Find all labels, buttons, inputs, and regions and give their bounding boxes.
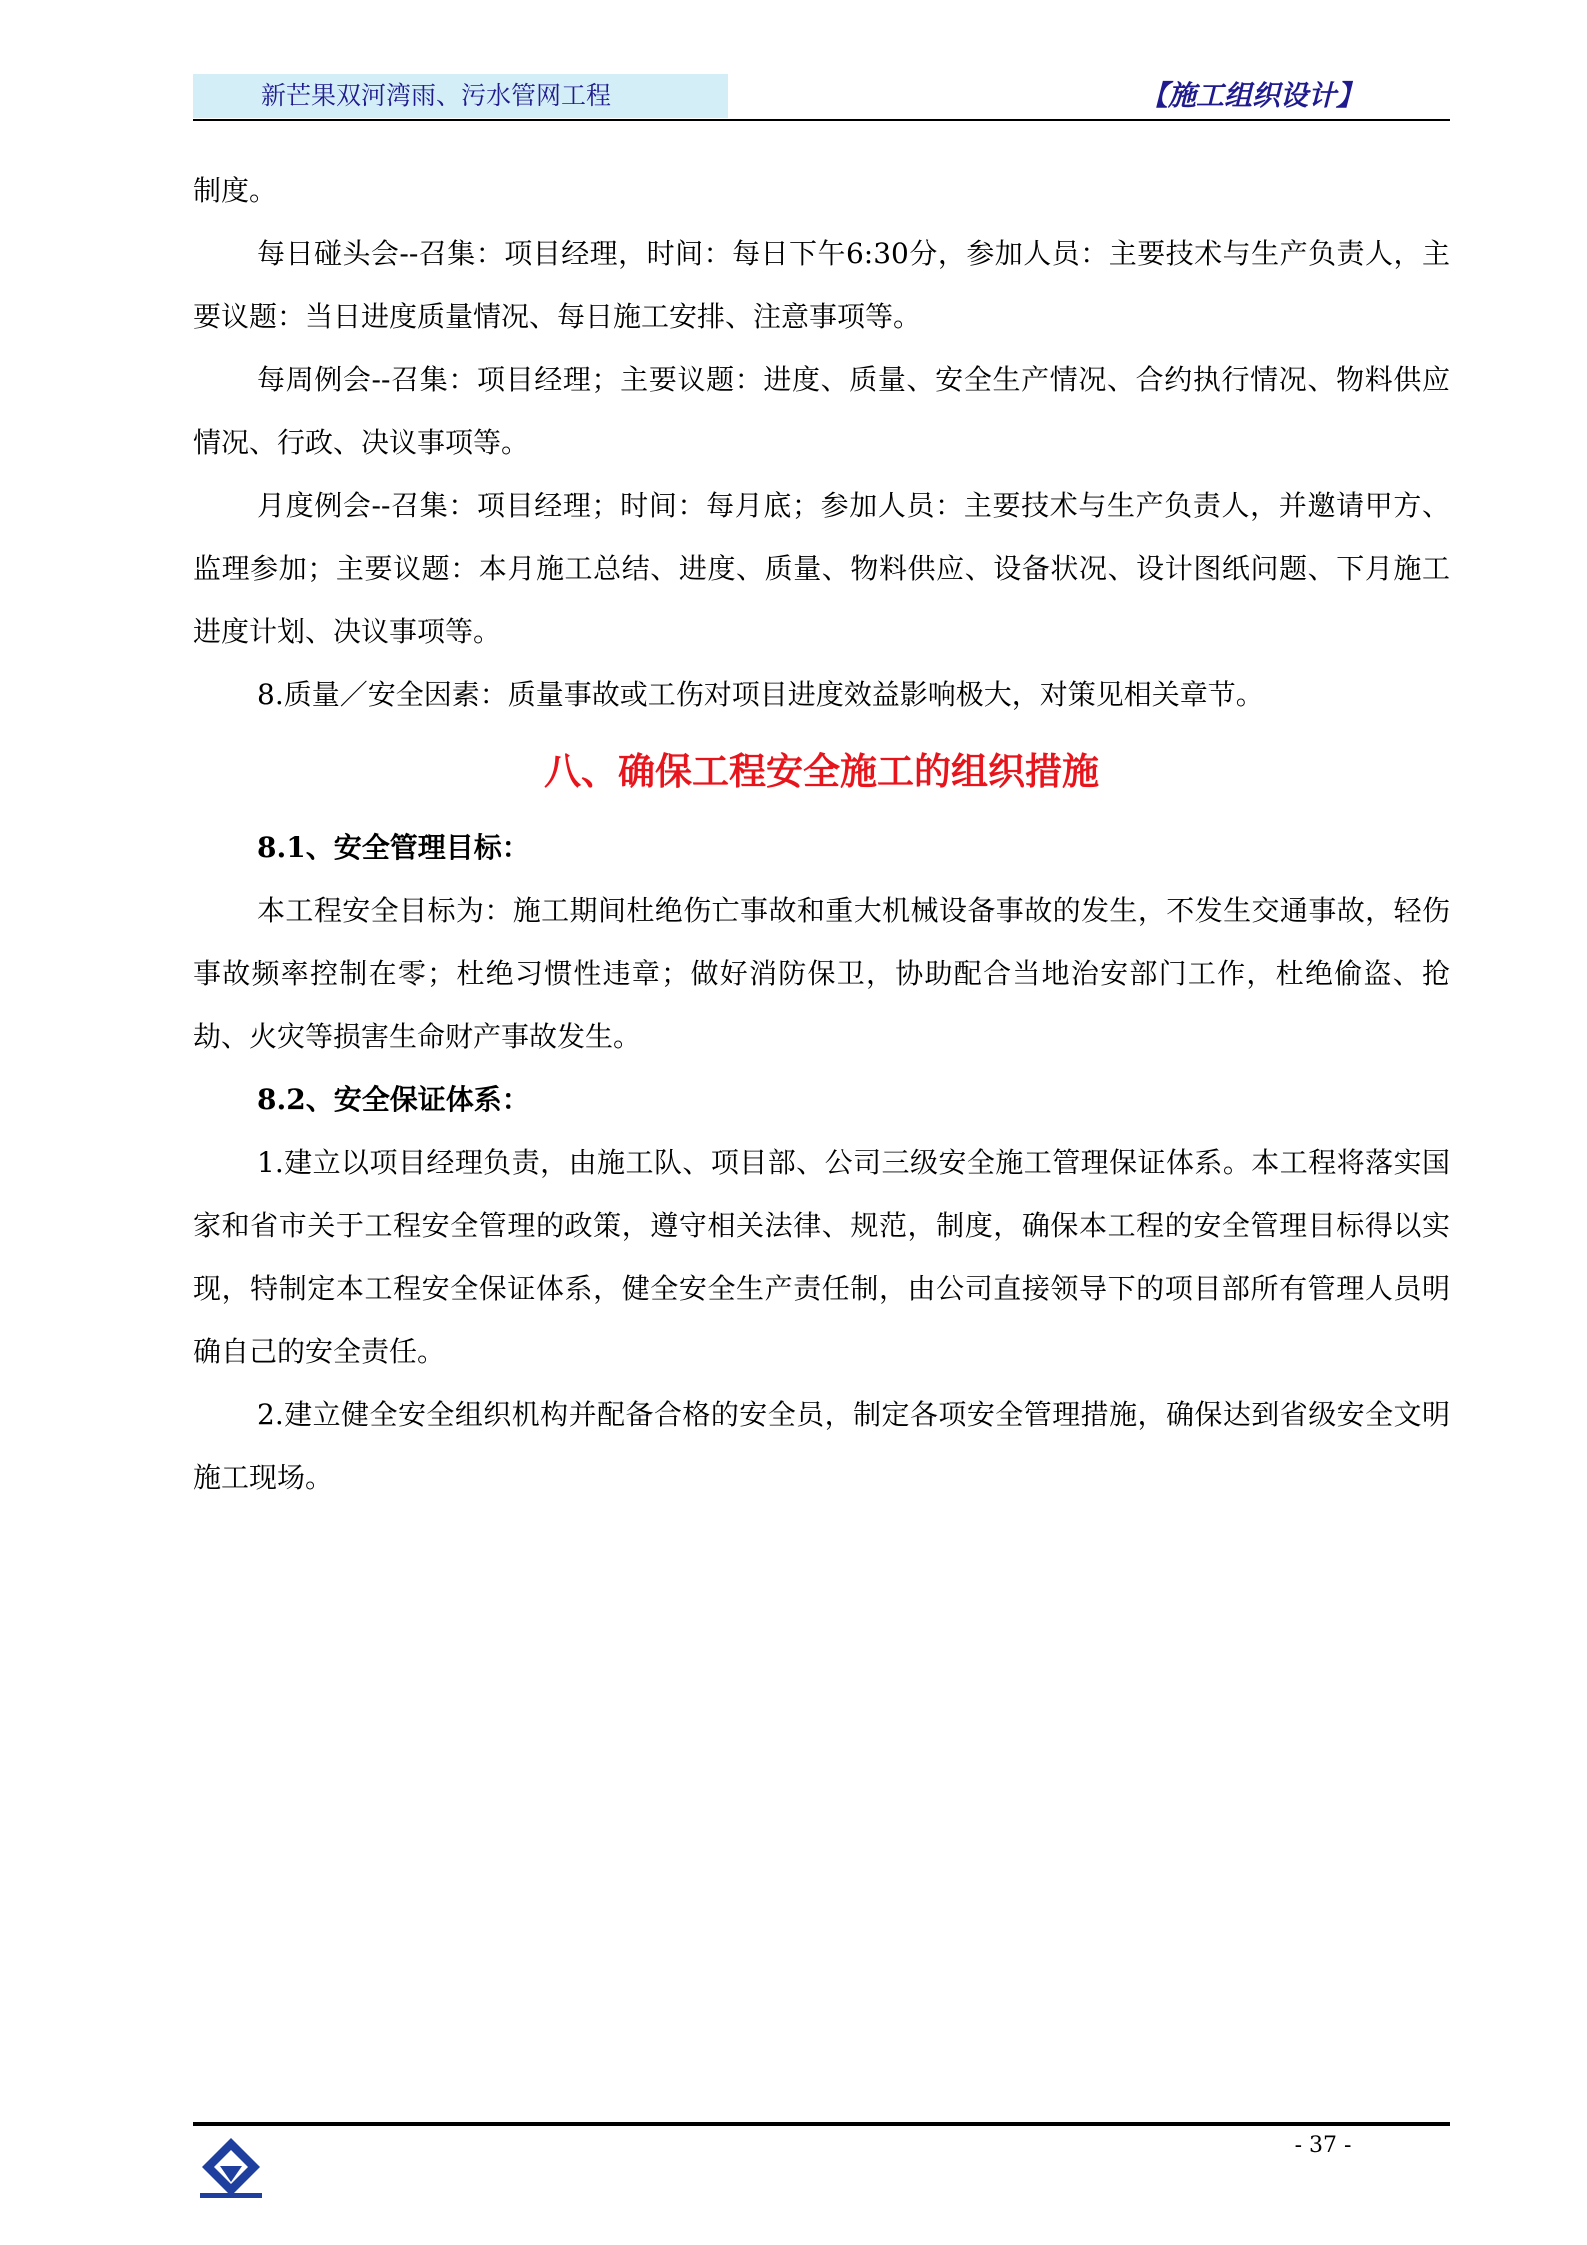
subsection-2-paragraph-1: 1.建立以项目经理负责，由施工队、项目部、公司三级安全施工管理保证体系。本工程将落实国家和省市关于工程安全管理的政策，遵守相关法律、规范，制度，确保本工程的安全管理目标得以实现，特制定本工程安全保证体系，健全安全生产责任制，由公司直接领导下的项目部所有管理人员明确自己的安全责任。 bbox=[193, 1146, 1450, 1368]
page-number: - 37 - bbox=[1294, 2133, 1352, 2158]
subsection-1-paragraph: 本工程安全目标为：施工期间杜绝伤亡事故和重大机械设备事故的发生，不发生交通事故，轻伤事故频率控制在零；杜绝习惯性违章；做好消防保卫，协助配合当地治安部门工作，杜绝偷盗、抢劫、火灾等损害生命财产事故发生。 bbox=[193, 894, 1450, 1053]
subsection-2-paragraph-2: 2.建立健全安全组织机构并配备合格的安全员，制定各项安全管理措施，确保达到省级安全文明施工现场。 bbox=[193, 1398, 1450, 1494]
header-document-type: 【施工组织设计】 bbox=[1140, 79, 1365, 112]
body-paragraph-daily-meeting: 每日碰头会--召集：项目经理，时间：每日下午6:30分，参加人员：主要技术与生产负责人，主要议题：当日进度质量情况、每日施工安排、注意事项等。 bbox=[193, 237, 1450, 333]
body-paragraph-monthly-meeting: 月度例会--召集：项目经理；时间：每月底；参加人员：主要技术与生产负责人，并邀请甲方、监理参加；主要议题：本月施工总结、进度、质量、物料供应、设备状况、设计图纸问题、下月施工进度计划、决议事项等。 bbox=[193, 489, 1450, 648]
section-heading: 八、确保工程安全施工的组织措施 bbox=[544, 749, 1099, 793]
subsection-2-title: 8.2、安全保证体系： bbox=[257, 1083, 530, 1116]
header-project-title: 新芒果双河湾雨、污水管网工程 bbox=[193, 74, 728, 118]
page-content bbox=[193, 159, 1450, 1509]
subsection-1-title: 8.1、安全管理目标： bbox=[257, 831, 530, 864]
company-logo-icon bbox=[200, 2136, 262, 2198]
footer-divider bbox=[193, 2122, 1450, 2126]
body-paragraph-quality-safety: 8.质量／安全因素：质量事故或工伤对项目进度效益影响极大，对策见相关章节。 bbox=[257, 678, 1264, 711]
body-paragraph-weekly-meeting: 每周例会--召集：项目经理；主要议题：进度、质量、安全生产情况、合约执行情况、物料供应情况、行政、决议事项等。 bbox=[193, 363, 1450, 459]
body-paragraph-continued: 制度。 bbox=[193, 174, 278, 207]
header-divider bbox=[193, 119, 1450, 121]
